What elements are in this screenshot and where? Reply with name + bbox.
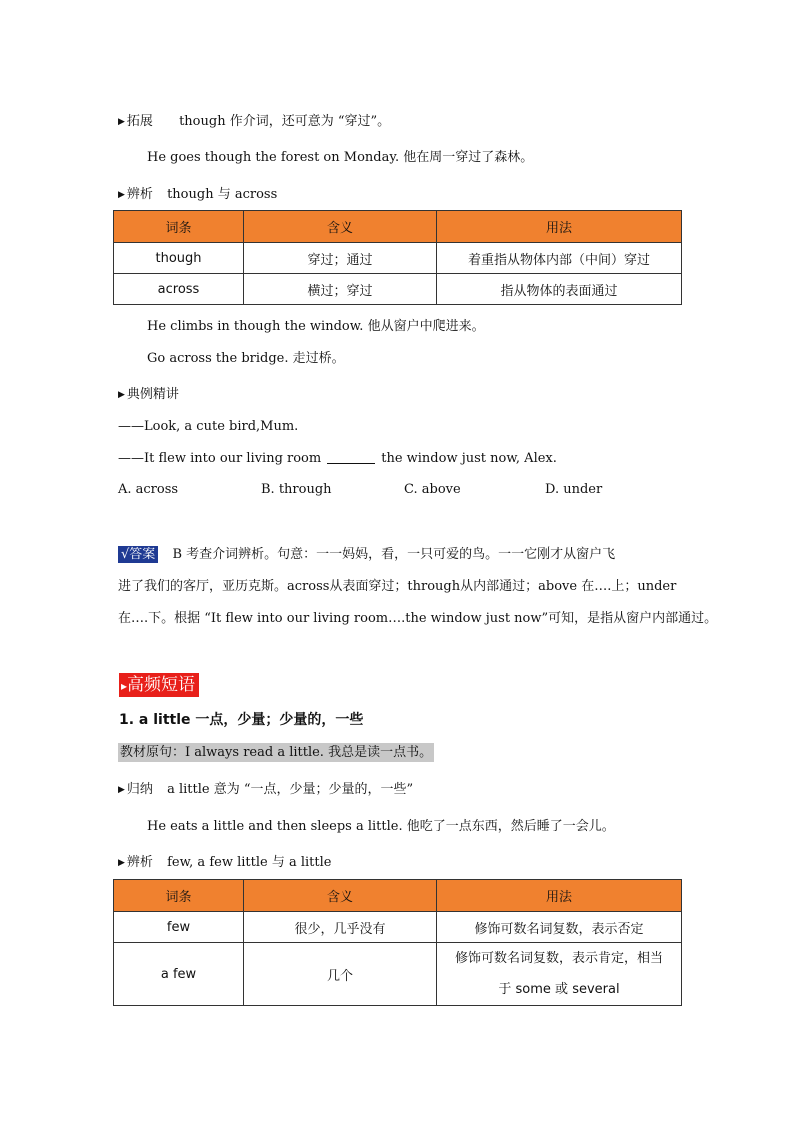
table-row — [114, 912, 682, 943]
comparison-table-2 — [113, 879, 682, 1006]
header-cell: 词条 — [114, 211, 244, 243]
triangle-marker-icon: ▶ — [118, 858, 125, 868]
option-a: A. across — [118, 482, 179, 497]
extend-line — [118, 110, 390, 129]
analysis1-example: Go across the bridge. 走过桥。 — [147, 351, 345, 366]
table-cell: few — [114, 912, 244, 943]
triangle-marker-icon: ▶ — [118, 390, 125, 400]
extend-example: He goes though the forest on Monday. 他在周一穿过了森林。 — [147, 150, 534, 165]
section-title: 高频短语 — [127, 675, 196, 695]
table-cell: 着重指从物体内部（中间）穿过 — [437, 243, 682, 274]
option-b: B. through — [261, 482, 332, 497]
section-heading — [119, 670, 199, 695]
analysis2-text: few, a few little 与 a little — [167, 855, 332, 870]
dialogue-line-2 — [118, 451, 557, 466]
dialogue-line-2-before: ——It flew into our living room — [118, 451, 322, 466]
answer-line-1 — [118, 543, 615, 562]
table-cell: 修饰可数名词复数，表示否定 — [437, 912, 682, 943]
answer-line-2: 进了我们的客厅，亚历克斯。across从表面穿过；through从内部通过；above 在….上；under — [118, 579, 677, 594]
table-cell: 横过；穿过 — [244, 274, 437, 305]
option-d: D. under — [545, 482, 603, 497]
table-header-row — [114, 880, 682, 912]
triangle-marker-icon: ▶ — [118, 190, 125, 200]
summary-text: a little 意为 “一点，少量；少量的，一些” — [167, 782, 414, 797]
phrase-heading: 1. a little 一点，少量；少量的，一些 — [119, 712, 364, 728]
table-cell — [437, 943, 682, 1006]
table-row — [114, 243, 682, 274]
summary-label: 归纳 — [126, 782, 153, 797]
answer-tag: √答案 — [118, 546, 158, 563]
answer-line-3: 在….下。根据 “It flew into our living room….the window just now”可知，是指从窗户内部通过。 — [118, 611, 718, 626]
table-cell: 指从物体的表面通过 — [437, 274, 682, 305]
section-marker-icon: ▸ — [121, 679, 128, 693]
section-heading-label — [119, 673, 199, 697]
header-cell: 用法 — [437, 880, 682, 912]
table-header-row — [114, 211, 682, 243]
table-cell-line: 于 some 或 several — [498, 982, 620, 997]
extend-label: 拓展 — [126, 114, 153, 129]
header-cell: 含义 — [244, 211, 437, 243]
table-cell: across — [114, 274, 244, 305]
table-cell: 几个 — [244, 943, 437, 1006]
table-cell: a few — [114, 943, 244, 1006]
summary-line — [118, 778, 413, 797]
header-cell: 用法 — [437, 211, 682, 243]
analysis1-line — [118, 183, 277, 202]
analysis2-label: 辨析 — [126, 855, 153, 870]
summary-example: He eats a little and then sleeps a little. 他吃了一点东西，然后睡了一会儿。 — [147, 819, 615, 834]
comparison-table-1 — [113, 210, 682, 305]
table-row — [114, 943, 682, 1006]
answer-text-1: B 考查介词辨析。句意：一一妈妈，看，一只可爱的鸟。一一它刚才从窗户飞 — [172, 547, 616, 562]
option-c: C. above — [404, 482, 461, 497]
analysis1-label: 辨析 — [126, 187, 153, 202]
triangle-marker-icon: ▶ — [118, 785, 125, 795]
dialogue-line-1: ——Look, a cute bird,Mum. — [118, 419, 299, 434]
header-cell: 词条 — [114, 880, 244, 912]
example-explained-line — [118, 383, 179, 402]
header-cell: 含义 — [244, 880, 437, 912]
analysis2-line — [118, 851, 331, 870]
table-cell: 很少，几乎没有 — [244, 912, 437, 943]
example-explained-label: 典例精讲 — [126, 387, 179, 402]
analysis1-example: He climbs in though the window. 他从窗户中爬进来。 — [147, 319, 485, 334]
table-cell: 穿过；通过 — [244, 243, 437, 274]
table-cell: though — [114, 243, 244, 274]
extend-text: though 作介词，还可意为 “穿过”。 — [179, 114, 391, 129]
source-sentence — [118, 741, 434, 760]
dialogue-line-2-after: the window just now, Alex. — [381, 451, 557, 466]
answer-blank — [327, 451, 375, 464]
analysis1-text: though 与 across — [167, 187, 278, 202]
table-cell-line: 修饰可数名词复数，表示肯定，相当 — [454, 951, 663, 966]
triangle-marker-icon: ▶ — [118, 117, 125, 127]
source-sentence-bar: 教材原句：I always read a little. 我总是读一点书。 — [120, 745, 433, 760]
table-row — [114, 274, 682, 305]
